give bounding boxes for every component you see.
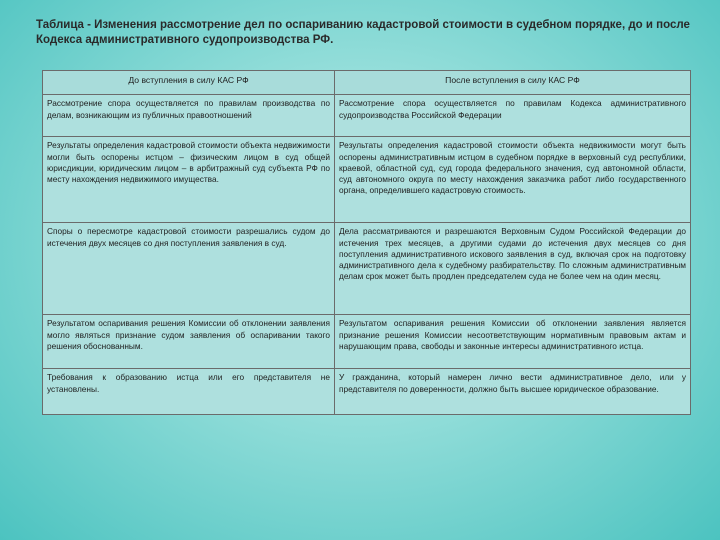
cell-after: У гражданина, который намерен лично вести административное дело, или у представителя по доверенности, должно быть высшее юридическое образование. xyxy=(335,369,691,415)
header-before: До вступления в силу КАС РФ xyxy=(43,71,335,95)
cell-after: Рассмотрение спора осуществляется по правилам Кодекса административного судопроизводства Российской Федерации xyxy=(335,95,691,137)
comparison-table xyxy=(42,70,691,415)
table-row xyxy=(43,369,691,415)
cell-after: Результатом оспаривания решения Комиссии об отклонении заявления является признание решения Комиссии несоответствующим нормативным правовым актам и нарушающим права, свободы и законные интересы административного истца. xyxy=(335,315,691,369)
table-row xyxy=(43,315,691,369)
header-after: После вступления в силу КАС РФ xyxy=(335,71,691,95)
slide-title: Таблица - Изменения рассмотрение дел по оспариванию кадастровой стоимости в судебном порядке, до и после Кодекса административного судопроизводства РФ. xyxy=(36,19,690,46)
table-row xyxy=(43,137,691,223)
table-row xyxy=(43,223,691,315)
table-header-row xyxy=(43,71,691,95)
table-row xyxy=(43,95,691,137)
cell-before: Споры о пересмотре кадастровой стоимости разрешались судом до истечения двух месяцев со дня поступления заявления в суд. xyxy=(43,223,335,315)
cell-after: Результаты определения кадастровой стоимости объекта недвижимости могут быть оспорены административным истцом в судебном порядке в верховный суд республики, краевой, областной суд, суд города федерального значения, суд автономной области, суд автономного округа по месту нахождения заказчика работ либо государственного органа, определившего кадастровую стоимость. xyxy=(335,137,691,223)
cell-before: Результаты определения кадастровой стоимости объекта недвижимости могли быть оспорены истцом – физическим лицом в суд общей юрисдикции, юридическим лицом – в арбитражный суд субъекта РФ по месту нахождения недвижимого имущества. xyxy=(43,137,335,223)
cell-after: Дела рассматриваются и разрешаются Верховным Судом Российской Федерации до истечения трех месяцев, а другими судами до истечения двух месяцев со дня поступления административного искового заявления в суд, включая срок на подготовку административного дела к судебному разбирательству. По сложным административным делам срок может быть продлен председателем суда не более чем на один месяц. xyxy=(335,223,691,315)
cell-before: Требования к образованию истца или его представителя не установлены. xyxy=(43,369,335,415)
cell-before: Результатом оспаривания решения Комиссии об отклонении заявления могло являться признание судом заявления об оспаривании такого решения обоснованным. xyxy=(43,315,335,369)
cell-before: Рассмотрение спора осуществляется по правилам производства по делам, возникающим из публичных правоотношений xyxy=(43,95,335,137)
